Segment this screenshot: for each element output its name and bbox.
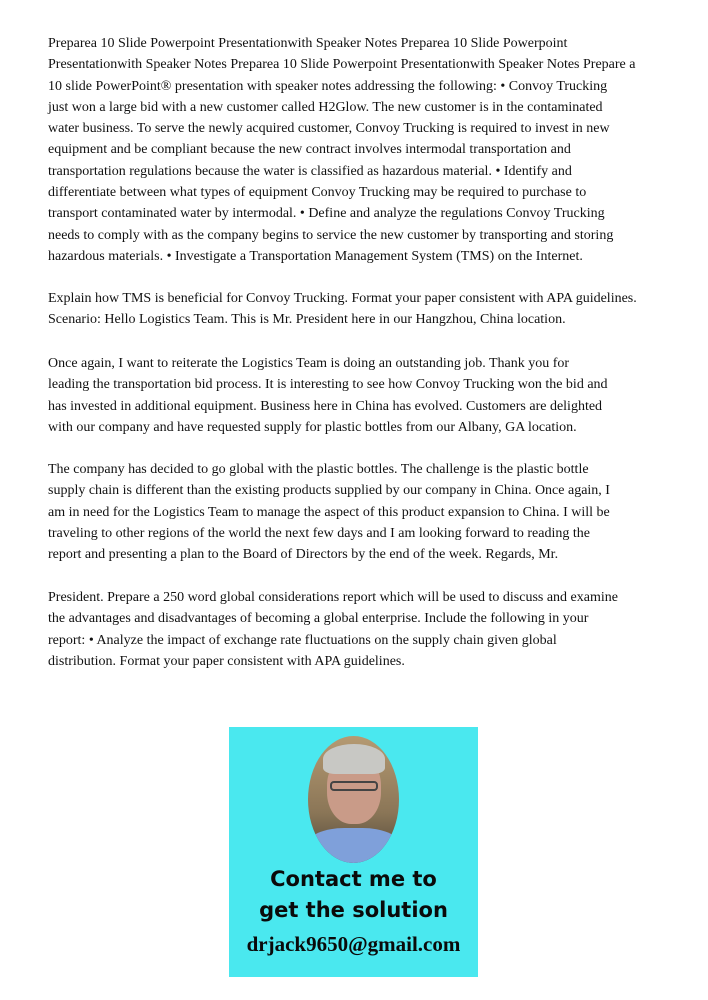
text-line: report: • Analyze the impact of exchange rate fluctuations on the supply chain given global bbox=[48, 632, 557, 648]
text-line: supply chain is different than the existing products supplied by our company in China. Once again, I bbox=[48, 483, 610, 499]
contact-heading-line2: get the solution bbox=[259, 898, 448, 922]
text-line: report and presenting a plan to the Board of Directors by the end of the week. Regards, Mr. bbox=[48, 547, 559, 563]
text-line: the advantages and disadvantages of becoming a global enterprise. Include the following in your bbox=[48, 611, 589, 627]
text-line: am in need for the Logistics Team to manage the aspect of this product expansion to China. I will be bbox=[48, 504, 610, 520]
contact-email: drjack9650@gmail.com bbox=[246, 932, 461, 956]
text-line: has invested in additional equipment. Business here in China has evolved. Customers are delighted bbox=[48, 398, 603, 414]
paragraph bbox=[48, 587, 618, 672]
contact-heading-line1: Contact me to bbox=[270, 867, 437, 891]
text-line: just won a large bid with a new customer called H2Glow. The new customer is in the contaminated bbox=[48, 99, 603, 115]
text-line: The company has decided to go global with the plastic bottles. The challenge is the plastic bottle bbox=[48, 462, 589, 477]
text-line: transportation regulations because the water is classified as hazardous material. • Identify and bbox=[48, 163, 572, 179]
paragraph bbox=[48, 288, 637, 331]
text-line: with our company and have requested supply for plastic bottles from our Albany, GA location. bbox=[48, 419, 577, 435]
text-line: water business. To serve the newly acquired customer, Convoy Trucking is required to invest in new bbox=[48, 121, 610, 137]
text-line: Once again, I want to reiterate the Logistics Team is doing an outstanding job. Thank you for bbox=[48, 356, 570, 371]
text-line: hazardous materials. • Investigate a Transportation Management System (TMS) on the Internet. bbox=[48, 248, 583, 264]
text-line: Explain how TMS is beneficial for Convoy Trucking. Format your paper consistent with APA guidelines. bbox=[48, 291, 637, 306]
paragraph bbox=[48, 353, 608, 438]
text-line: distribution. Format your paper consistent with APA guidelines. bbox=[48, 653, 405, 669]
text-line: leading the transportation bid process. It is interesting to see how Convoy Trucking won the bid and bbox=[48, 377, 608, 393]
text-line: Presentationwith Speaker Notes Preparea 10 Slide Powerpoint Presentationwith Speaker Notes Prepare a bbox=[48, 57, 636, 73]
text-line: Preparea 10 Slide Powerpoint Presentationwith Speaker Notes Preparea 10 Slide Powerpoint bbox=[48, 36, 568, 51]
text-line: President. Prepare a 250 word global considerations report which will be used to discuss and examine bbox=[48, 590, 618, 605]
paragraph bbox=[48, 33, 635, 267]
text-line: 10 slide PowerPoint® presentation with speaker notes addressing the following: • Convoy Trucking bbox=[48, 78, 608, 94]
text-line: Scenario: Hello Logistics Team. This is Mr. President here in our Hangzhou, China location. bbox=[48, 312, 566, 328]
contact-advert-image bbox=[229, 727, 478, 977]
text-line: transport contaminated water by intermodal. • Define and analyze the regulations Convoy Trucking bbox=[48, 206, 605, 222]
portrait-photo bbox=[308, 736, 399, 863]
text-line: differentiate between what types of equipment Convoy Trucking may be required to purchase to bbox=[48, 185, 587, 201]
text-line: equipment and be compliant because the new contract involves intermodal transportation and bbox=[48, 142, 571, 158]
text-line: needs to comply with as the company begins to service the new customer by transporting and storing bbox=[48, 227, 614, 243]
text-line: traveling to other regions of the world the next few days and I am looking forward to reading the bbox=[48, 525, 590, 541]
paragraph bbox=[48, 459, 610, 565]
